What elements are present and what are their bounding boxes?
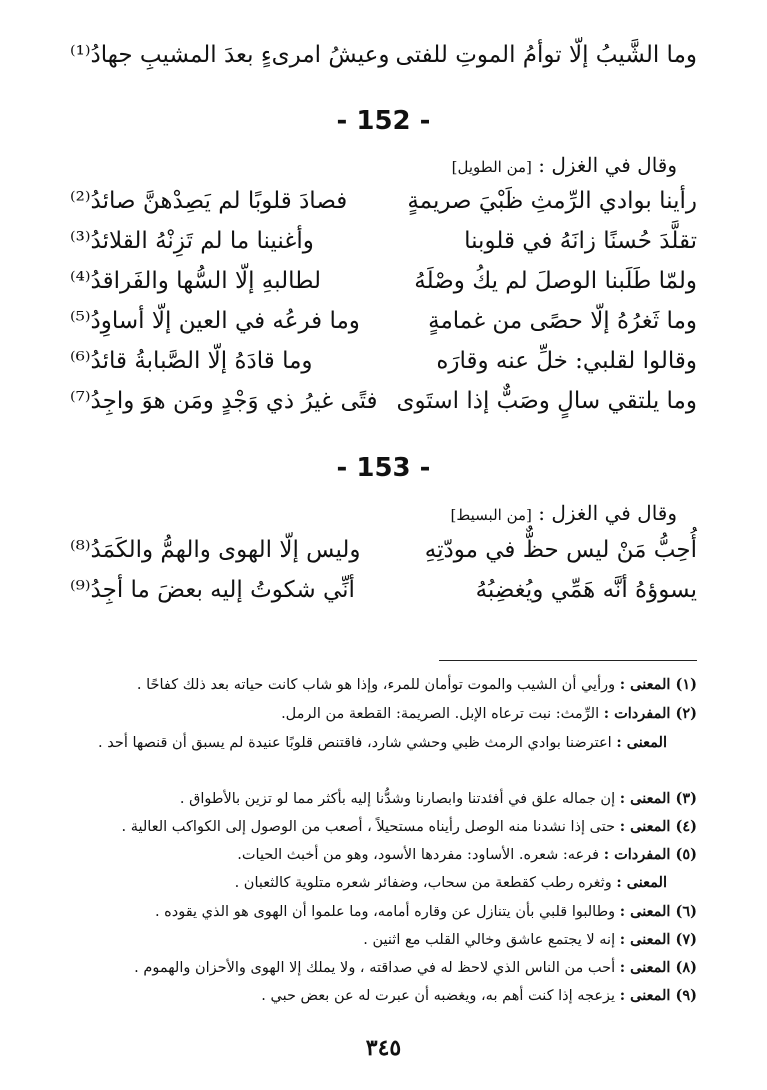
verse-second-hemistich: وليس إلّا الهوى والهمُّ والكَمَدُ⁽⁸⁾ xyxy=(70,537,361,563)
footnote-key: (٤) المعنى : xyxy=(619,818,697,835)
footnote-text: وطالبوا قلبي بأن يتنازل عن وقاره أمامه، وما علموا أن الهوى هو الذي يقوده . xyxy=(154,904,616,920)
top-verse xyxy=(70,42,697,70)
verse-row xyxy=(70,268,697,296)
verse-row xyxy=(70,308,697,336)
footnote-key: (٣) المعنى : xyxy=(619,790,697,807)
footnote-text: إن جماله علق في أفئدتنا وابصارنا وشدُّنا إليه بأكثر مما لو تزين بالأطواق . xyxy=(179,791,616,807)
verse-first-hemistich: أُحِبُّ مَنْ ليس حظٌّ في مودّتِهِ xyxy=(424,537,697,563)
footnote-key: (٢) المفردات : xyxy=(603,705,697,722)
footnote-text: فرعه: شعره. الأساود: مفردها الأسود، وهو من أخبث الحيات. xyxy=(237,847,600,863)
verse-row xyxy=(70,537,697,565)
footnote xyxy=(70,931,697,949)
footnote xyxy=(70,874,667,892)
verse-second-hemistich: وما فرعُه في العين إلّا أساوِدُ⁽⁵⁾ xyxy=(70,308,360,334)
footnote-text: ورأيي أن الشيب والموت توأمان للمرء، وإذا هو شاب كانت حياته بعد ذلك كفاحًا . xyxy=(136,677,616,693)
verse-first-hemistich: وما يلتقي سالٍ وصَبٌّ إذا استَوى xyxy=(396,388,697,414)
footnote-text: يزعجه إذا كنت أهم به، ويغضبه أن عبرت له عن بعض حبي . xyxy=(261,988,616,1004)
footnote xyxy=(70,790,697,808)
footnote-key: المعنى : xyxy=(616,734,667,751)
verse-row xyxy=(70,388,697,416)
page-number: ٣٤٥ xyxy=(365,1035,402,1061)
footnote xyxy=(70,705,697,723)
verse-first-hemistich: رأينا بوادي الرِّمثِ ظَبْيَ صريمةٍ xyxy=(407,188,697,214)
verse-first-hemistich: تقلَّدَ حُسنًا زانَهُ في قلوبنا xyxy=(464,228,697,254)
verse-row xyxy=(70,348,697,376)
footnote-separator xyxy=(439,660,697,661)
verse-second-hemistich: فتًى غيرُ ذي وَجْدٍ ومَن هوَ واجِدُ⁽⁷⁾ xyxy=(70,388,378,414)
verse-first-hemistich: ولمّا طَلَبنا الوصلَ لم يكُ وصْلَهُ xyxy=(414,268,697,294)
footnote xyxy=(70,959,697,977)
verse-second-hemistich: أنِّي شكوتُ إليه بعضَ ما أجِدُ⁽⁹⁾ xyxy=(70,577,355,603)
footnote xyxy=(70,818,697,836)
footnote xyxy=(70,734,667,752)
footnote-text: أحب من الناس الذي لاحظ له في صداقته ، ولا يملك إلا الهوى والأحزان والهموم . xyxy=(134,960,616,976)
heading-text: وقال في الغزل : xyxy=(538,153,677,177)
poem-number-153: - 153 - xyxy=(336,453,431,483)
footnote-text: إنه لا يجتمع عاشق وخالي القلب مع اثنين . xyxy=(363,932,616,948)
verse-first-hemistich: يسوؤهُ أنَّه هَمِّي ويُغضِبُهُ xyxy=(475,577,697,603)
footnote-text: الرِّمث: نبت ترعاه الإبل. الصريمة: القطعة من الرمل. xyxy=(281,706,600,722)
poem-heading-152 xyxy=(452,153,677,177)
poem-number-152: - 152 - xyxy=(336,106,431,136)
footnote-key: (٨) المعنى : xyxy=(619,959,697,976)
footnote-key: المعنى : xyxy=(616,874,667,891)
heading-text: وقال في الغزل : xyxy=(538,501,677,525)
footnote xyxy=(70,676,697,694)
verse-second-hemistich: لطالبهِ إلّا السُّها والفَراقدُ⁽⁴⁾ xyxy=(70,268,321,294)
verse-first-hemistich: وما ثَغرُهُ إلّا حصًى من غمامةٍ xyxy=(428,308,697,334)
poem-heading-153 xyxy=(451,501,677,525)
verse-second-hemistich: وأغنينا ما لم تَزِنْهُ القلائدُ⁽³⁾ xyxy=(70,228,314,254)
footnote-key: (٥) المفردات : xyxy=(603,846,697,863)
meter-label: [من الطويل] xyxy=(451,158,532,176)
verse-row xyxy=(70,577,697,605)
footnote xyxy=(70,987,697,1005)
verse-second-hemistich: وعيشُ امرىءٍ بعدَ المشيبِ جهادُ⁽¹⁾ xyxy=(70,42,390,68)
verse-first-hemistich: وقالوا لقلبي: خلِّ عنه وقارَه xyxy=(436,348,697,374)
footnote xyxy=(70,846,697,864)
footnote-key: (٧) المعنى : xyxy=(619,931,697,948)
meter-label: [من البسيط] xyxy=(450,506,532,524)
footnote-text: وثغره رطب كقطعة من سحاب، وضفائر شعره متلوية كالثعبان . xyxy=(234,875,612,891)
footnote-key: (٦) المعنى : xyxy=(619,903,697,920)
verse-row xyxy=(70,228,697,256)
footnote-key: (١) المعنى : xyxy=(619,676,697,693)
footnote-key: (٩) المعنى : xyxy=(619,987,697,1004)
verse-second-hemistich: فصادَ قلوبًا لم يَصِدْهنَّ صائدُ⁽²⁾ xyxy=(70,188,348,214)
verse-row xyxy=(70,188,697,216)
footnote-text: اعترضنا بوادي الرمث ظبي وحشي شارد، فاقتنص قلوبًا عنيدة لم يسبق أن قنصها أحد . xyxy=(98,735,612,751)
verse-second-hemistich: وما قادَهُ إلّا الصَّبابةُ قائدُ⁽⁶⁾ xyxy=(70,348,313,374)
footnote xyxy=(70,903,697,921)
footnote-text: حتى إذا نشدنا منه الوصل رأيناه مستحيلاً ، أصعب من الوصول إلى الكواكب العالية . xyxy=(121,819,616,835)
verse-first-hemistich: وما الشَّيبُ إلّا توأمُ الموتِ للفتى xyxy=(395,42,697,68)
